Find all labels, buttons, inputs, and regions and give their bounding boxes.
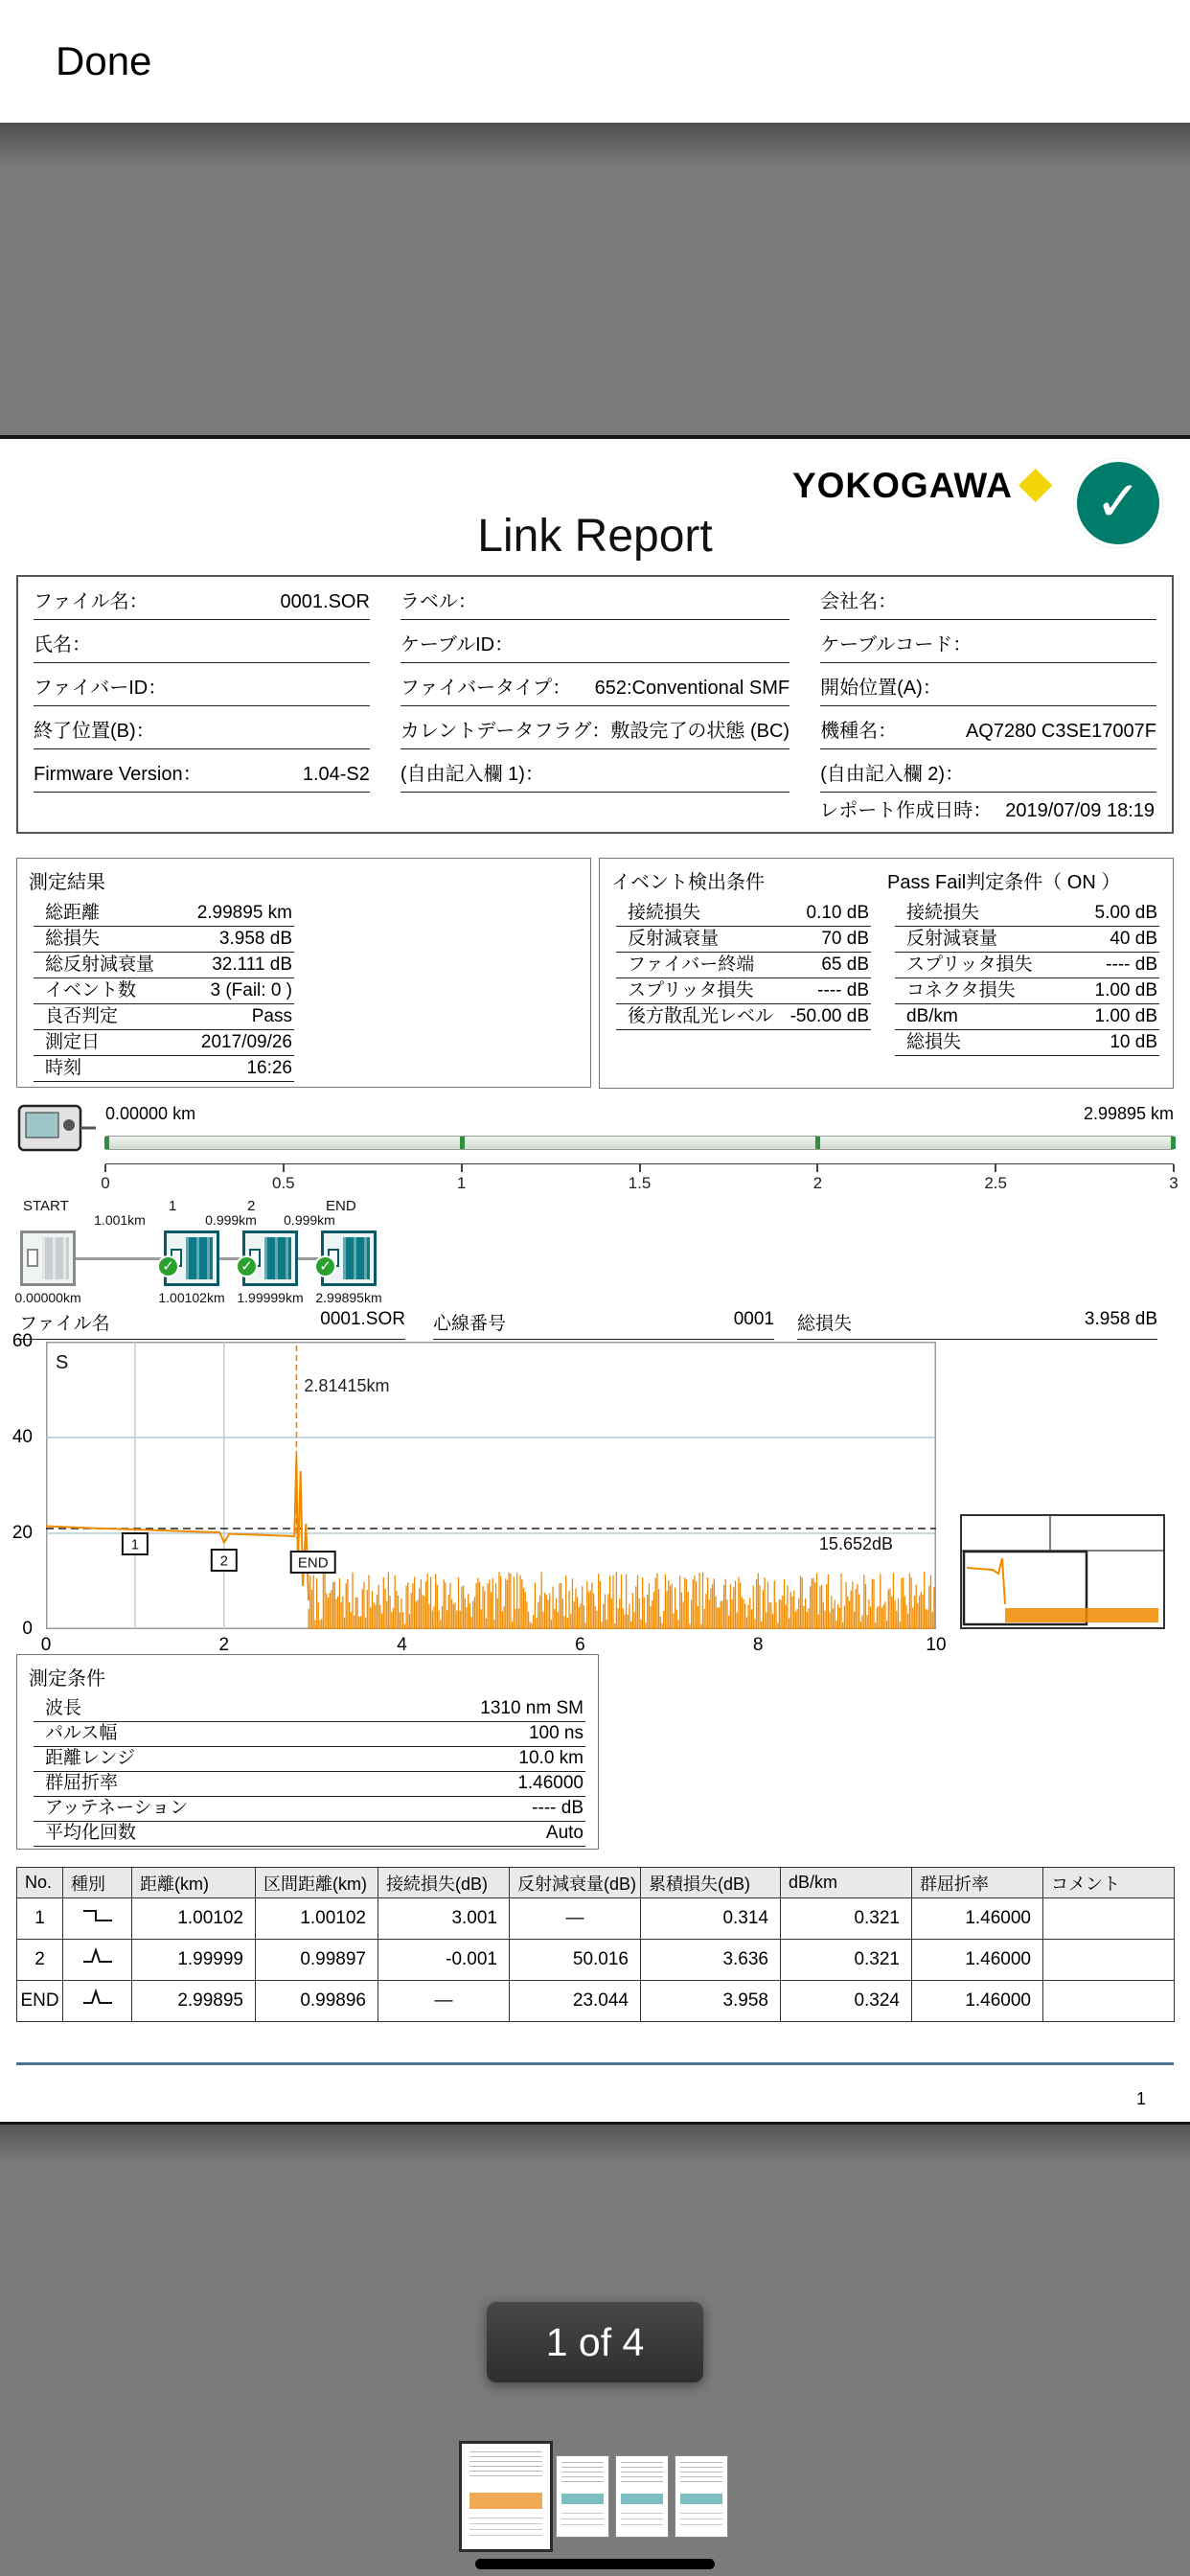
event-distance-start: 0.00000km: [14, 1290, 81, 1305]
scale-tick: [995, 1164, 996, 1172]
route-event-tick: [104, 1137, 109, 1149]
connector-icon-start: [20, 1230, 76, 1286]
field-free-entry-2: (自由記入欄 2)：: [820, 749, 1156, 793]
brand-diamond-icon: [1018, 469, 1052, 502]
route-start-distance: 0.00000 km: [105, 1104, 196, 1123]
field-end-position: 終了位置(B)：: [34, 706, 370, 749]
cond-wavelength: 波長 1310 nm SM: [34, 1697, 585, 1722]
cond-pulse-width: パルス幅 100 ns: [34, 1722, 585, 1747]
fileinfo-filename: ファイル名 0001.SOR: [19, 1309, 405, 1340]
page-thumbnail-3[interactable]: [615, 2455, 669, 2538]
passfail-rows: [895, 901, 1159, 1056]
scale-tick: [816, 1164, 818, 1172]
event-end-tag: END: [326, 1198, 356, 1214]
route-scale: [101, 1163, 1179, 1196]
svg-text:END: END: [297, 1554, 329, 1572]
link-distance-2: 0.999km: [205, 1212, 257, 1228]
passfail-criteria-title: Pass Fail判定条件（ ON ）: [887, 872, 1121, 893]
pass-check-icon: ✓: [157, 1255, 179, 1277]
field-operator-name: 氏名：: [34, 620, 370, 663]
pf-connector-loss: コネクタ損失 1.00 dB: [895, 978, 1159, 1004]
otdr-device-icon: [15, 1098, 96, 1162]
event-detection-rows: [616, 901, 871, 1030]
field-cable-code: ケーブルコード：: [820, 620, 1156, 663]
connector-body: [343, 1237, 370, 1279]
link-distance-3: 0.999km: [284, 1212, 335, 1228]
y-tick-label: 40: [11, 1427, 33, 1447]
event-detection-title: イベント検出条件: [611, 872, 765, 893]
cond-group-index: 群屈折率 1.46000: [34, 1772, 585, 1797]
cond-averaging: 平均化回数 Auto: [34, 1822, 585, 1847]
connector-plug: [27, 1249, 38, 1267]
connector-icon-1: [164, 1230, 219, 1286]
event-distance-2: 1.99999km: [237, 1290, 304, 1305]
yokogawa-logo: [792, 466, 1050, 506]
result-total-return-loss: 総反射減衰量 32.111 dB: [34, 953, 294, 978]
pf-return-loss: 反射減衰量 40 dB: [895, 927, 1159, 953]
splice-step-event-icon: [63, 1898, 132, 1940]
svg-text:15.652dB: 15.652dB: [818, 1534, 893, 1553]
fileinfo-total-loss: 総損失 3.958 dB: [797, 1309, 1157, 1340]
page-thumbnail-strip: [0, 2444, 1190, 2549]
detect-splitter-loss: スプリッタ損失 ---- dB: [616, 978, 871, 1004]
page-bottom-shadow: [0, 2125, 1190, 2165]
result-total-loss: 総損失 3.958 dB: [34, 927, 294, 953]
result-measure-time: 時刻 16:26: [34, 1056, 294, 1082]
connector-body: [264, 1237, 291, 1279]
pf-db-per-km: dB/km 1.00 dB: [895, 1004, 1159, 1030]
event-table-header: No. 種別 距離(km) 区間距離(km) 接続損失(dB) 反射減衰量(dB) 累積損失(dB) dB/km 群屈折率 コメント: [17, 1868, 1175, 1898]
field-file-name: ファイル名： 0001.SOR: [34, 577, 370, 620]
result-pass-fail: 良否判定 Pass: [34, 1004, 294, 1030]
pf-total-loss: 総損失 10 dB: [895, 1030, 1159, 1056]
measurement-conditions-box: [16, 1654, 599, 1850]
event-distance-end: 2.99895km: [315, 1290, 382, 1305]
route-end-distance: 2.99895 km: [1083, 1104, 1174, 1123]
scale-tick-label: 3: [1169, 1174, 1179, 1192]
y-tick-label: 20: [11, 1523, 33, 1543]
pf-splice-loss: 接続損失 5.00 dB: [895, 901, 1159, 927]
svg-text:S: S: [56, 1352, 69, 1373]
page-thumbnail-2[interactable]: [556, 2455, 609, 2538]
event-2-tag: 2: [247, 1198, 256, 1214]
field-label: ラベル：: [400, 577, 790, 620]
pass-stamp-check-icon: ✓: [1073, 458, 1163, 548]
x-tick-label: 4: [397, 1635, 407, 1655]
footer-rule: [16, 2062, 1174, 2065]
cond-distance-range: 距離レンジ 10.0 km: [34, 1747, 585, 1772]
svg-text:2: 2: [219, 1552, 228, 1570]
event-start-tag: START: [23, 1198, 69, 1214]
scale-tick-label: 0: [101, 1174, 110, 1192]
x-tick-label: 10: [926, 1635, 947, 1655]
field-company: 会社名：: [820, 577, 1156, 620]
header-field-grid: [18, 577, 1172, 793]
report-header-box: [16, 575, 1174, 834]
link-distance-1: 1.001km: [94, 1212, 146, 1228]
navbar-shadow: [0, 123, 1190, 169]
field-cable-id: ケーブルID：: [400, 620, 790, 663]
scale-tick: [461, 1164, 463, 1172]
scale-tick-label: 1.5: [628, 1174, 652, 1192]
field-free-entry-1: (自由記入欄 1)：: [400, 749, 790, 793]
field-fiber-type: ファイバータイプ： 652:Conventional SMF: [400, 663, 790, 706]
trace-overview-thumbnail: [960, 1514, 1165, 1629]
result-event-count: イベント数 3 (Fail: 0 ): [34, 978, 294, 1004]
page-thumbnail-1[interactable]: [462, 2444, 550, 2549]
event-1-tag: 1: [169, 1198, 177, 1214]
detect-fiber-end: ファイバー終端 65 dB: [616, 953, 871, 978]
connector-body: [42, 1237, 69, 1279]
x-tick-label: 2: [218, 1635, 230, 1655]
field-current-data-flag: カレントデータフラグ： 敷設完了の状態 (BC): [400, 706, 790, 749]
reflective-event-icon: [63, 1940, 132, 1981]
fiber-route-bar: [105, 1136, 1174, 1150]
measurement-results-rows: [34, 901, 294, 1082]
pdf-page[interactable]: [0, 435, 1190, 2125]
pass-check-icon: ✓: [314, 1255, 336, 1277]
page-number: 1: [1135, 2089, 1146, 2108]
document-viewer-navbar: [0, 0, 1190, 123]
x-tick-label: 6: [575, 1635, 585, 1655]
cond-attenuation: アッテネーション ---- dB: [34, 1797, 585, 1822]
event-distance-1: 1.00102km: [158, 1290, 225, 1305]
page-indicator-badge: 1 of 4: [487, 2302, 703, 2382]
scale-tick-label: 0.5: [272, 1174, 295, 1192]
scale-tick-label: 2: [812, 1174, 823, 1192]
pf-splitter-loss: スプリッタ損失 ---- dB: [895, 953, 1159, 978]
page-title: Link Report: [477, 511, 713, 562]
field-firmware-version: Firmware Version： 1.04-S2: [34, 749, 370, 793]
measurement-conditions-rows: [34, 1697, 585, 1847]
field-fiber-id: ファイバーID：: [34, 663, 370, 706]
y-tick-label: 60: [11, 1331, 33, 1351]
brand-text: YOKOGAWA: [791, 466, 1013, 505]
connector-icon-end: [321, 1230, 377, 1286]
detection-conditions-box: [599, 858, 1174, 1089]
svg-text:2.81415km: 2.81415km: [304, 1376, 390, 1395]
route-event-tick: [1171, 1137, 1176, 1149]
field-start-position: 開始位置(A)：: [820, 663, 1156, 706]
otdr-trace-chart: [46, 1342, 936, 1629]
fileinfo-core-number: 心線番号 0001: [433, 1309, 774, 1340]
connector-icon-2: [242, 1230, 298, 1286]
scale-tick: [639, 1164, 641, 1172]
measurement-results-title: 測定結果: [29, 872, 105, 893]
route-event-tick: [815, 1137, 820, 1149]
event-row-end: END 2.99895 0.99896 — 23.044 3.958 0.324 1.46000: [17, 1981, 1175, 2022]
scale-tick: [1173, 1164, 1175, 1172]
reflective-event-icon: [63, 1981, 132, 2022]
scale-tick-label: 1: [456, 1174, 467, 1192]
route-event-tick: [460, 1137, 465, 1149]
pass-check-icon: ✓: [236, 1255, 258, 1277]
measurement-conditions-title: 測定条件: [29, 1668, 105, 1690]
result-measure-date: 測定日 2017/09/26: [34, 1030, 294, 1056]
y-tick-label: 0: [22, 1619, 33, 1639]
home-indicator[interactable]: [475, 2559, 715, 2569]
event-strip: [0, 1198, 450, 1307]
result-total-distance: 総距離 2.99895 km: [34, 901, 294, 927]
fiber-link-line: [76, 1257, 164, 1260]
scale-tick-label: 2.5: [984, 1174, 1007, 1192]
event-table: [16, 1867, 1175, 2022]
x-tick-label: 0: [40, 1635, 52, 1655]
detect-return-loss: 反射減衰量 70 dB: [616, 927, 871, 953]
trace-y-axis: [0, 1331, 40, 1639]
detect-backscatter-level: 後方散乱光レベル -50.00 dB: [616, 1004, 871, 1030]
page-thumbnail-4[interactable]: [675, 2455, 728, 2538]
connector-body: [186, 1237, 213, 1279]
scale-tick: [283, 1164, 285, 1172]
detect-splice-loss: 接続損失 0.10 dB: [616, 901, 871, 927]
event-row-2: 2 1.99999 0.99897 -0.001 50.016 3.636 0.321 1.46000: [17, 1940, 1175, 1981]
report-created-datetime: レポート作成日時： 2019/07/09 18:19: [819, 800, 1155, 821]
field-model-name: 機種名： AQ7280 C3SE17007F: [820, 706, 1156, 749]
x-tick-label: 8: [752, 1635, 764, 1655]
done-button[interactable]: Done: [56, 38, 152, 83]
svg-text:1: 1: [130, 1536, 140, 1553]
measurement-results-box: [16, 858, 591, 1088]
scale-tick: [104, 1164, 106, 1172]
event-row-1: 1 1.00102 1.00102 3.001 — 0.314 0.321 1.46000: [17, 1898, 1175, 1940]
